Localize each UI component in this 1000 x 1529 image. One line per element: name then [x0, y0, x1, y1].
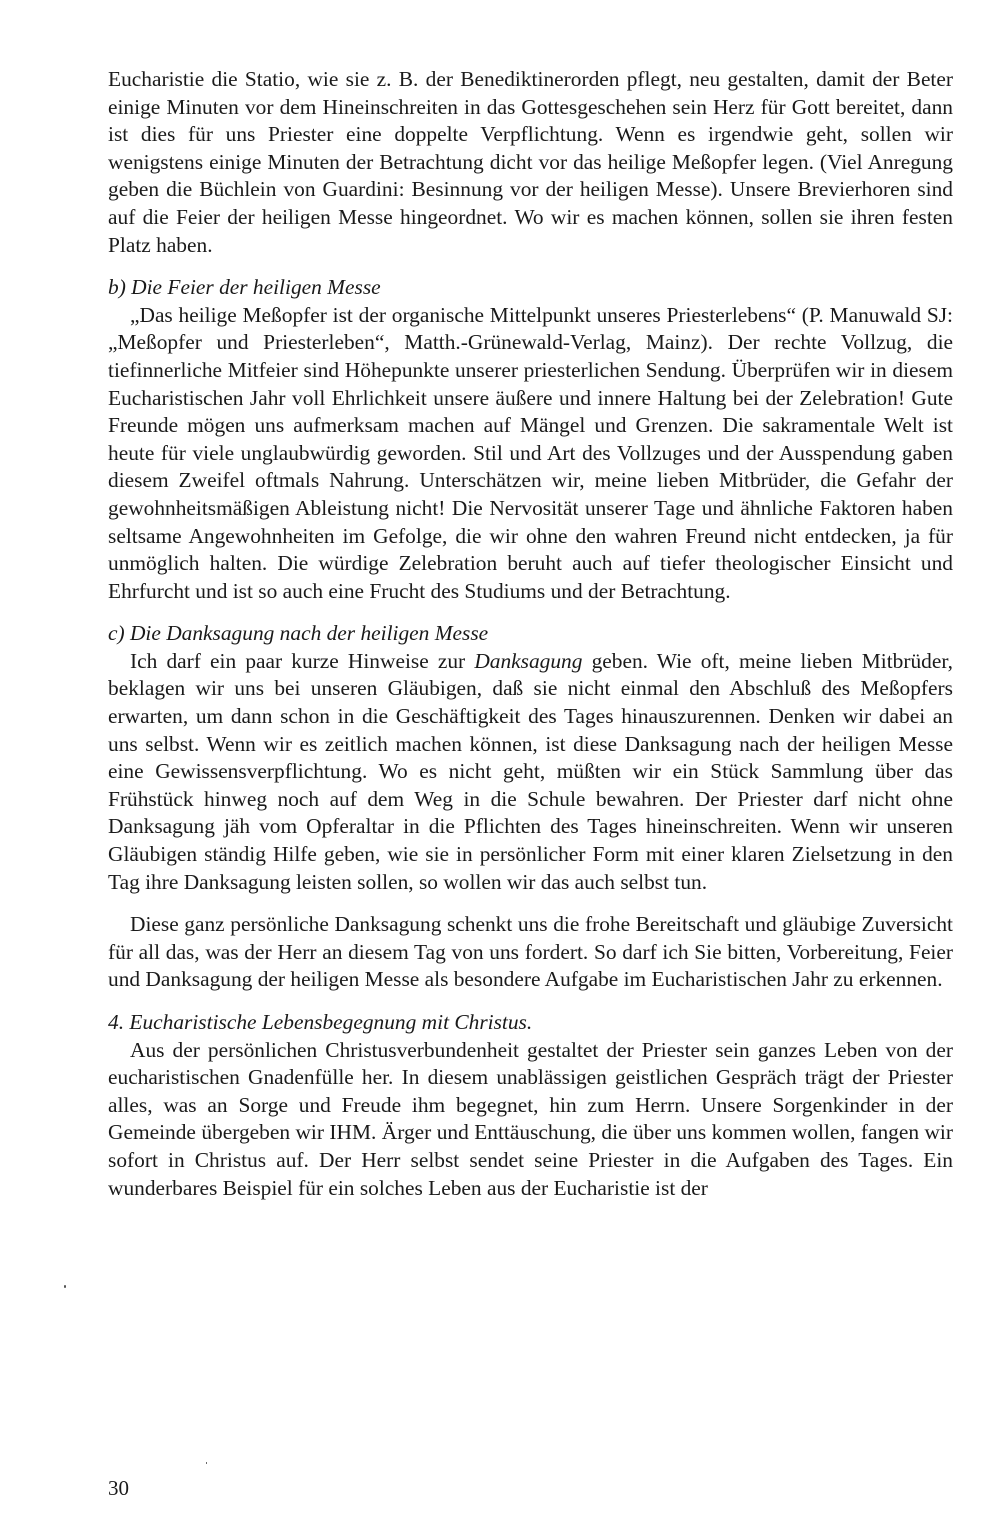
section-b-paragraph: „Das heilige Meßopfer ist der organische Mittelpunkt unseres Priesterlebens“ (P. Manuwald SJ: „Meßopfer und Priesterleben“, Matth.-Grünewald-Verlag, Mainz). Der rechte Vollzug, die tiefinnerliche Mitfeier sind Höhepunkte unserer priesterlichen Sendung. Überprüfen wir in diesem Eucharistischen Jahr voll Ehrlichkeit unsere äußere und innere Haltung bei der Zelebration! Gute Freunde mögen uns aufmerksam machen auf Mängel und Grenzen. Die sakramentale Welt ist heute für viele unglaubwürdig geworden. Stil und Art des Vollzuges und der Ausspendung gaben diesem Zweifel oftmals Nahrung. Unterschätzen wir, meine lieben Mitbrüder, die Gefahr der gewohnheitsmäßigen Ableistung nicht! Die Nervosität unserer Tage und ähnliche Faktoren haben seltsame Angewohnheiten im Gefolge, die wir ohne den wahren Freund nicht entdecken, ja für unmöglich halten. Die würdige Zelebration beruht auch auf tiefer theologischer Einsicht und Ehrfurcht und ist so auch eine Frucht des Studiums und der Betrachtung. [108, 302, 953, 603]
section-c-paragraph-2: Diese ganz persönliche Danksagung schenkt uns die frohe Bereitschaft und gläubige Zuversicht für all das, was der Herr an diesem Tag von uns fordert. So darf ich Sie bitten, Vorbereitung, Feier und Danksagung der heiligen Messe als besondere Aufgabe im Eucharistischen Jahr zu erkennen. [108, 912, 953, 992]
scan-speck [64, 1285, 66, 1288]
section-4-heading: 4. Eucharistische Lebensbegegnung mit Christus. [108, 1010, 533, 1034]
scan-speck [206, 1462, 207, 1464]
page-body [108, 66, 953, 1202]
section-c-paragraph-1-emphasis: Danksagung [474, 648, 583, 673]
opening-paragraph: Eucharistie die Statio, wie sie z. B. der Benediktinerorden pflegt, neu gestalten, damit der Beter einige Minuten vor dem Hineinschreiten in das Gottesgeschehen sein Herz für Gott bereitet, dann ist dies für uns Priester eine doppelte Verpflichtung. Wenn es irgendwie geht, sollen wir wenigstens einige Minuten der Betrachtung dicht vor das heilige Meßopfer legen. (Viel Anregung geben die Büchlein von Guardini: Besinnung vor der heiligen Messe). Unsere Brevierhoren sind auf die Feier der heiligen Messe hingeordnet. Wo wir es machen können, sollen sie ihren festen Platz haben. [108, 67, 953, 257]
section-4-paragraph: Aus der persönlichen Christusverbundenheit gestaltet der Priester sein ganzes Leben von der eucharistischen Gnadenfülle her. In diesem unablässigen geistlichen Gespräch trägt der Priester alles, was an Sorge und Freude ihm begegnet, hin zum Herrn. Unsere Sorgenkinder in der Gemeinde übergeben wir IHM. Ärger und Enttäuschung, die über uns kommen wollen, fangen wir sofort in Christus auf. Der Herr selbst sendet seine Priester in die Aufgaben des Tages. Ein wunderbares Beispiel für ein solches Leben aus der Eucharistie ist der [108, 1037, 953, 1200]
section-c-paragraph-1-rest: geben. Wie oft, meine lieben Mitbrüder, beklagen wir uns bei unseren Gläubigen, daß sie nicht einmal den Abschluß des Meßopfers erwarten, um dann schon in die Geschäftigkeit des Tages hinauszurennen. Denken wir dabei an uns selbst. Wenn wir es zeitlich machen können, ist diese Danksagung nach der heiligen Messe eine Gewissensverpflichtung. Wo es nicht geht, müßten wir ein Stück Sammlung über das Frühstück hinweg noch auf dem Weg in die Schule bewahren. Der Priester darf nicht ohne Danksagung jäh vom Opferaltar in die Pflichten des Tages hineinschreiten. Wenn wir unseren Gläubigen ständig Hilfe geben, wie sie in persönlicher Form mit einer klaren Zielsetzung in den Tag ihre Danksagung leisten sollen, so wollen wir das auch selbst tun. [108, 648, 953, 894]
page-number: 30 [108, 1476, 129, 1500]
section-c-paragraph-1 [108, 648, 953, 896]
section-b-heading: b) Die Feier der heiligen Messe [108, 275, 381, 300]
section-c-paragraph-1-lead: Ich darf ein paar kurze Hinweise zur [130, 648, 475, 673]
section-c-heading: c) Die Danksagung nach der heiligen Messe [108, 621, 489, 646]
